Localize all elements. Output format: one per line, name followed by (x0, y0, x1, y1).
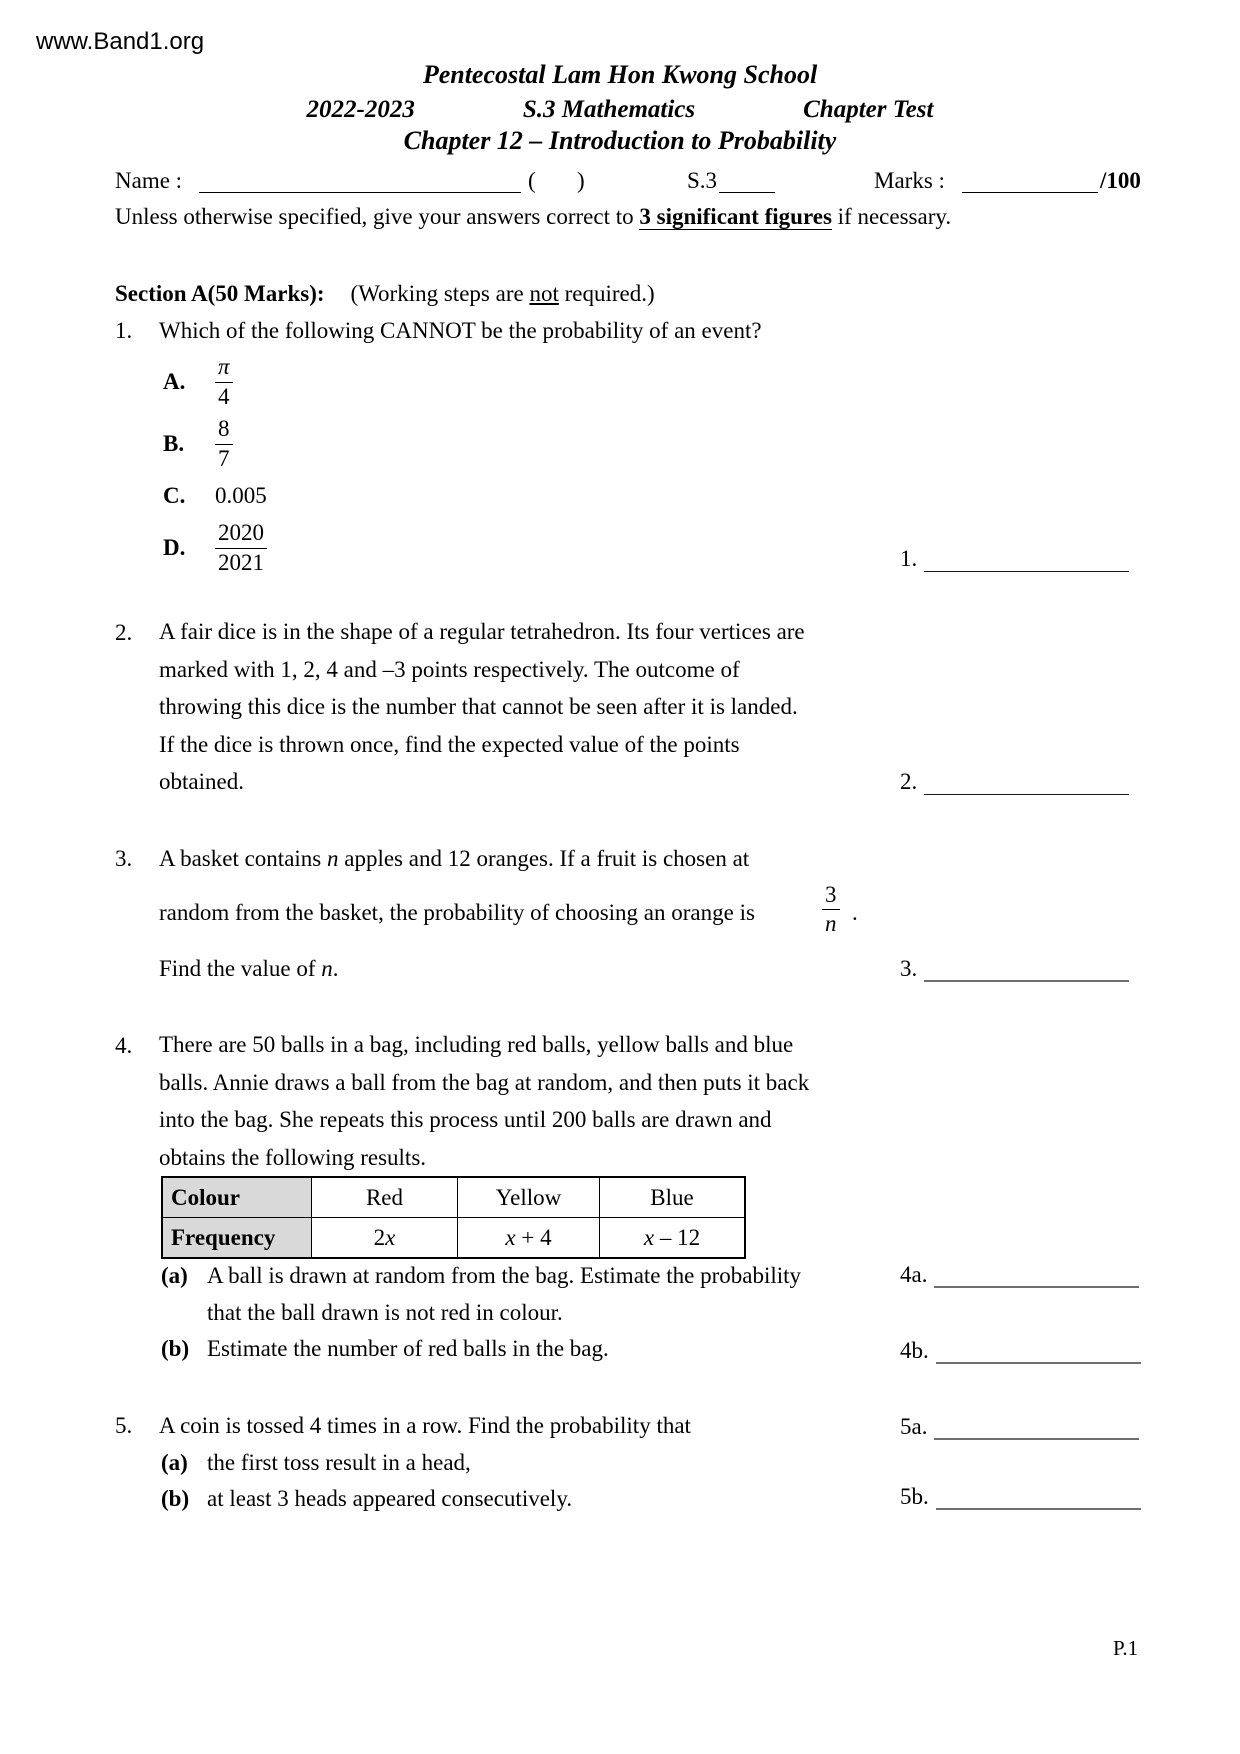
q4b-answer-blank[interactable] (936, 1340, 1141, 1364)
q4a-answer-label: 4a. (900, 1262, 928, 1287)
test-type: Chapter Test (803, 96, 934, 123)
q1-option-b-fraction (215, 415, 233, 472)
q2-text-line2: marked with 1, 2, 4 and –3 points respectively. The outcome of (159, 656, 740, 682)
class-number-paren-open: ( (528, 168, 536, 193)
section-a-title: Section A(50 Marks): (115, 281, 325, 306)
freq-yellow-var: x (505, 1224, 516, 1250)
q4a-text-line2: that the ball drawn is not red in colour. (207, 1300, 563, 1325)
q3-variable-n2: n (321, 956, 333, 981)
q1-option-a-label: A. (163, 369, 186, 394)
q3-sentence-period: . (852, 900, 858, 925)
instruction-text-end: if necessary. (831, 204, 952, 229)
q3-text-line2: random from the basket, the probability of choosing an orange is (159, 900, 755, 925)
freq-yellow-rest: + 4 (515, 1224, 552, 1250)
name-blank[interactable] (199, 168, 521, 193)
section-a-note-not: not (529, 281, 559, 306)
q1-option-c (163, 482, 267, 510)
q5-number: 5. (115, 1413, 133, 1438)
q1-option-d-label: D. (163, 535, 186, 560)
q5b-answer-blank[interactable] (936, 1486, 1141, 1510)
marks-label: Marks : (874, 168, 945, 193)
q5b-answer-row (900, 1486, 1141, 1510)
q1-option-d-numerator: 2020 (218, 520, 264, 546)
chapter-title: Chapter 12 – Introduction to Probability (403, 126, 837, 155)
q4-text-line2: balls. Annie draws a ball from the bag at random, and then puts it back (159, 1069, 810, 1095)
class-blank[interactable] (719, 168, 775, 193)
q1-answer-label: 1. (900, 546, 918, 571)
q1-option-a-fraction (215, 353, 233, 410)
table-row-colour (162, 1177, 745, 1218)
q4b-text: Estimate the number of red balls in the bag. (207, 1336, 609, 1361)
table-row-frequency (162, 1218, 745, 1259)
q3-text-line3-end: . (332, 956, 339, 981)
q3-text-line1: A basket contains (159, 846, 327, 871)
frequency-table (161, 1176, 746, 1259)
q3-fraction (822, 881, 840, 938)
q3-answer-label: 3. (900, 956, 918, 981)
marks-total: /100 (1100, 168, 1141, 193)
q4a-text-line1: A ball is drawn at random from the bag. Estimate the probability (207, 1263, 802, 1288)
table-cell-red: Red (312, 1177, 458, 1218)
q1-option-b (163, 412, 233, 476)
table-cell-freq-blue (600, 1218, 746, 1259)
q5-text: A coin is tossed 4 times in a row. Find the probability that (159, 1413, 691, 1438)
subject-title: S.3 Mathematics (522, 96, 696, 123)
freq-red-coeff: 2 (373, 1224, 386, 1250)
school-name: Pentecostal Lam Hon Kwong School (422, 60, 818, 89)
q5a-answer-label: 5a. (900, 1414, 928, 1439)
q4b-answer-label: 4b. (900, 1338, 929, 1363)
freq-blue-var: x (643, 1224, 655, 1250)
watermark-link[interactable]: www.Band1.org (36, 28, 205, 55)
q2-text-line5: obtained. (159, 769, 244, 794)
q2-text-line3: throwing this dice is the number that cannot be seen after it is landed. (159, 694, 798, 719)
q5b-answer-label: 5b. (900, 1484, 929, 1509)
q3-variable-n: n (327, 846, 339, 871)
q1-text: Which of the following CANNOT be the probability of an event? (159, 318, 762, 343)
q4-text-line1: There are 50 balls in a bag, including red balls, yellow balls and blue (159, 1032, 794, 1057)
freq-blue-rest: – 12 (654, 1224, 701, 1250)
section-a-note-end: required.) (558, 281, 655, 306)
class-number-paren-close: ) (577, 168, 585, 193)
q3-text-line3: Find the value of (159, 956, 322, 981)
instruction-text: Unless otherwise specified, give your answers correct to (115, 204, 640, 229)
q1-option-d (163, 514, 267, 582)
q3-fraction-numerator: 3 (825, 882, 837, 907)
marks-blank[interactable] (962, 168, 1098, 193)
q1-number: 1. (115, 318, 133, 343)
school-year: 2022-2023 (306, 96, 415, 123)
q1-option-b-label: B. (163, 431, 185, 456)
q4-number: 4. (115, 1033, 133, 1058)
q3-text-line1-end: apples and 12 oranges. If a fruit is chosen at (338, 846, 750, 871)
table-cell-freq-yellow (458, 1218, 600, 1259)
class-label: S.3 (687, 168, 718, 193)
q3-answer-blank[interactable] (924, 958, 1129, 982)
q4-text-line4: obtains the following results. (159, 1144, 427, 1170)
q1-answer-blank[interactable] (924, 549, 1129, 572)
q4a-label: (a) (161, 1263, 188, 1288)
q4b-answer-row (900, 1340, 1141, 1364)
q4a-answer-blank[interactable] (934, 1264, 1139, 1288)
instruction-sig-figures: 3 significant figures (639, 204, 832, 229)
q1-option-a (163, 350, 233, 414)
q4b-label: (b) (161, 1336, 190, 1361)
section-a-note: (Working steps are (350, 281, 530, 306)
q2-text-line4: If the dice is thrown once, find the expected value of the points (159, 731, 740, 757)
table-header-colour: Colour (162, 1177, 312, 1218)
q2-text-line1: A fair dice is in the shape of a regular tetrahedron. Its four vertices are (159, 619, 805, 644)
q2-answer-row (900, 771, 1129, 795)
q1-option-d-fraction (215, 519, 267, 576)
q3-number: 3. (115, 846, 133, 871)
q1-option-b-denominator: 7 (215, 444, 233, 473)
q5a-answer-row (900, 1416, 1139, 1440)
q5a-answer-blank[interactable] (934, 1416, 1139, 1440)
page-number: P.1 (1113, 1636, 1139, 1660)
q1-option-a-denominator: 4 (215, 382, 233, 411)
q4-text-line3: into the bag. She repeats this process until 200 balls are drawn and (159, 1107, 772, 1132)
q2-number: 2. (115, 620, 133, 645)
q1-answer-row (900, 548, 1129, 572)
q3-answer-row (900, 958, 1129, 982)
q1-option-d-denominator: 2021 (215, 548, 267, 577)
q5a-label: (a) (161, 1450, 188, 1475)
q5b-label: (b) (161, 1486, 190, 1511)
table-cell-blue: Blue (600, 1177, 746, 1218)
q1-option-c-label: C. (163, 483, 186, 508)
freq-red-var: x (385, 1224, 396, 1250)
q5a-text: the first toss result in a head, (207, 1450, 471, 1475)
table-cell-freq-red (312, 1218, 458, 1259)
q1-option-b-numerator: 8 (218, 416, 230, 442)
q3-fraction-denominator: n (822, 909, 840, 938)
q1-option-a-numerator: π (218, 354, 230, 380)
q1-option-c-value: 0.005 (215, 483, 267, 508)
name-label: Name : (115, 168, 183, 193)
q2-answer-label: 2. (900, 769, 918, 794)
table-cell-yellow: Yellow (458, 1177, 600, 1218)
table-header-frequency: Frequency (162, 1218, 312, 1259)
q4a-answer-row (900, 1264, 1139, 1288)
q2-answer-blank[interactable] (924, 772, 1129, 795)
q5b-text: at least 3 heads appeared consecutively. (207, 1486, 573, 1511)
